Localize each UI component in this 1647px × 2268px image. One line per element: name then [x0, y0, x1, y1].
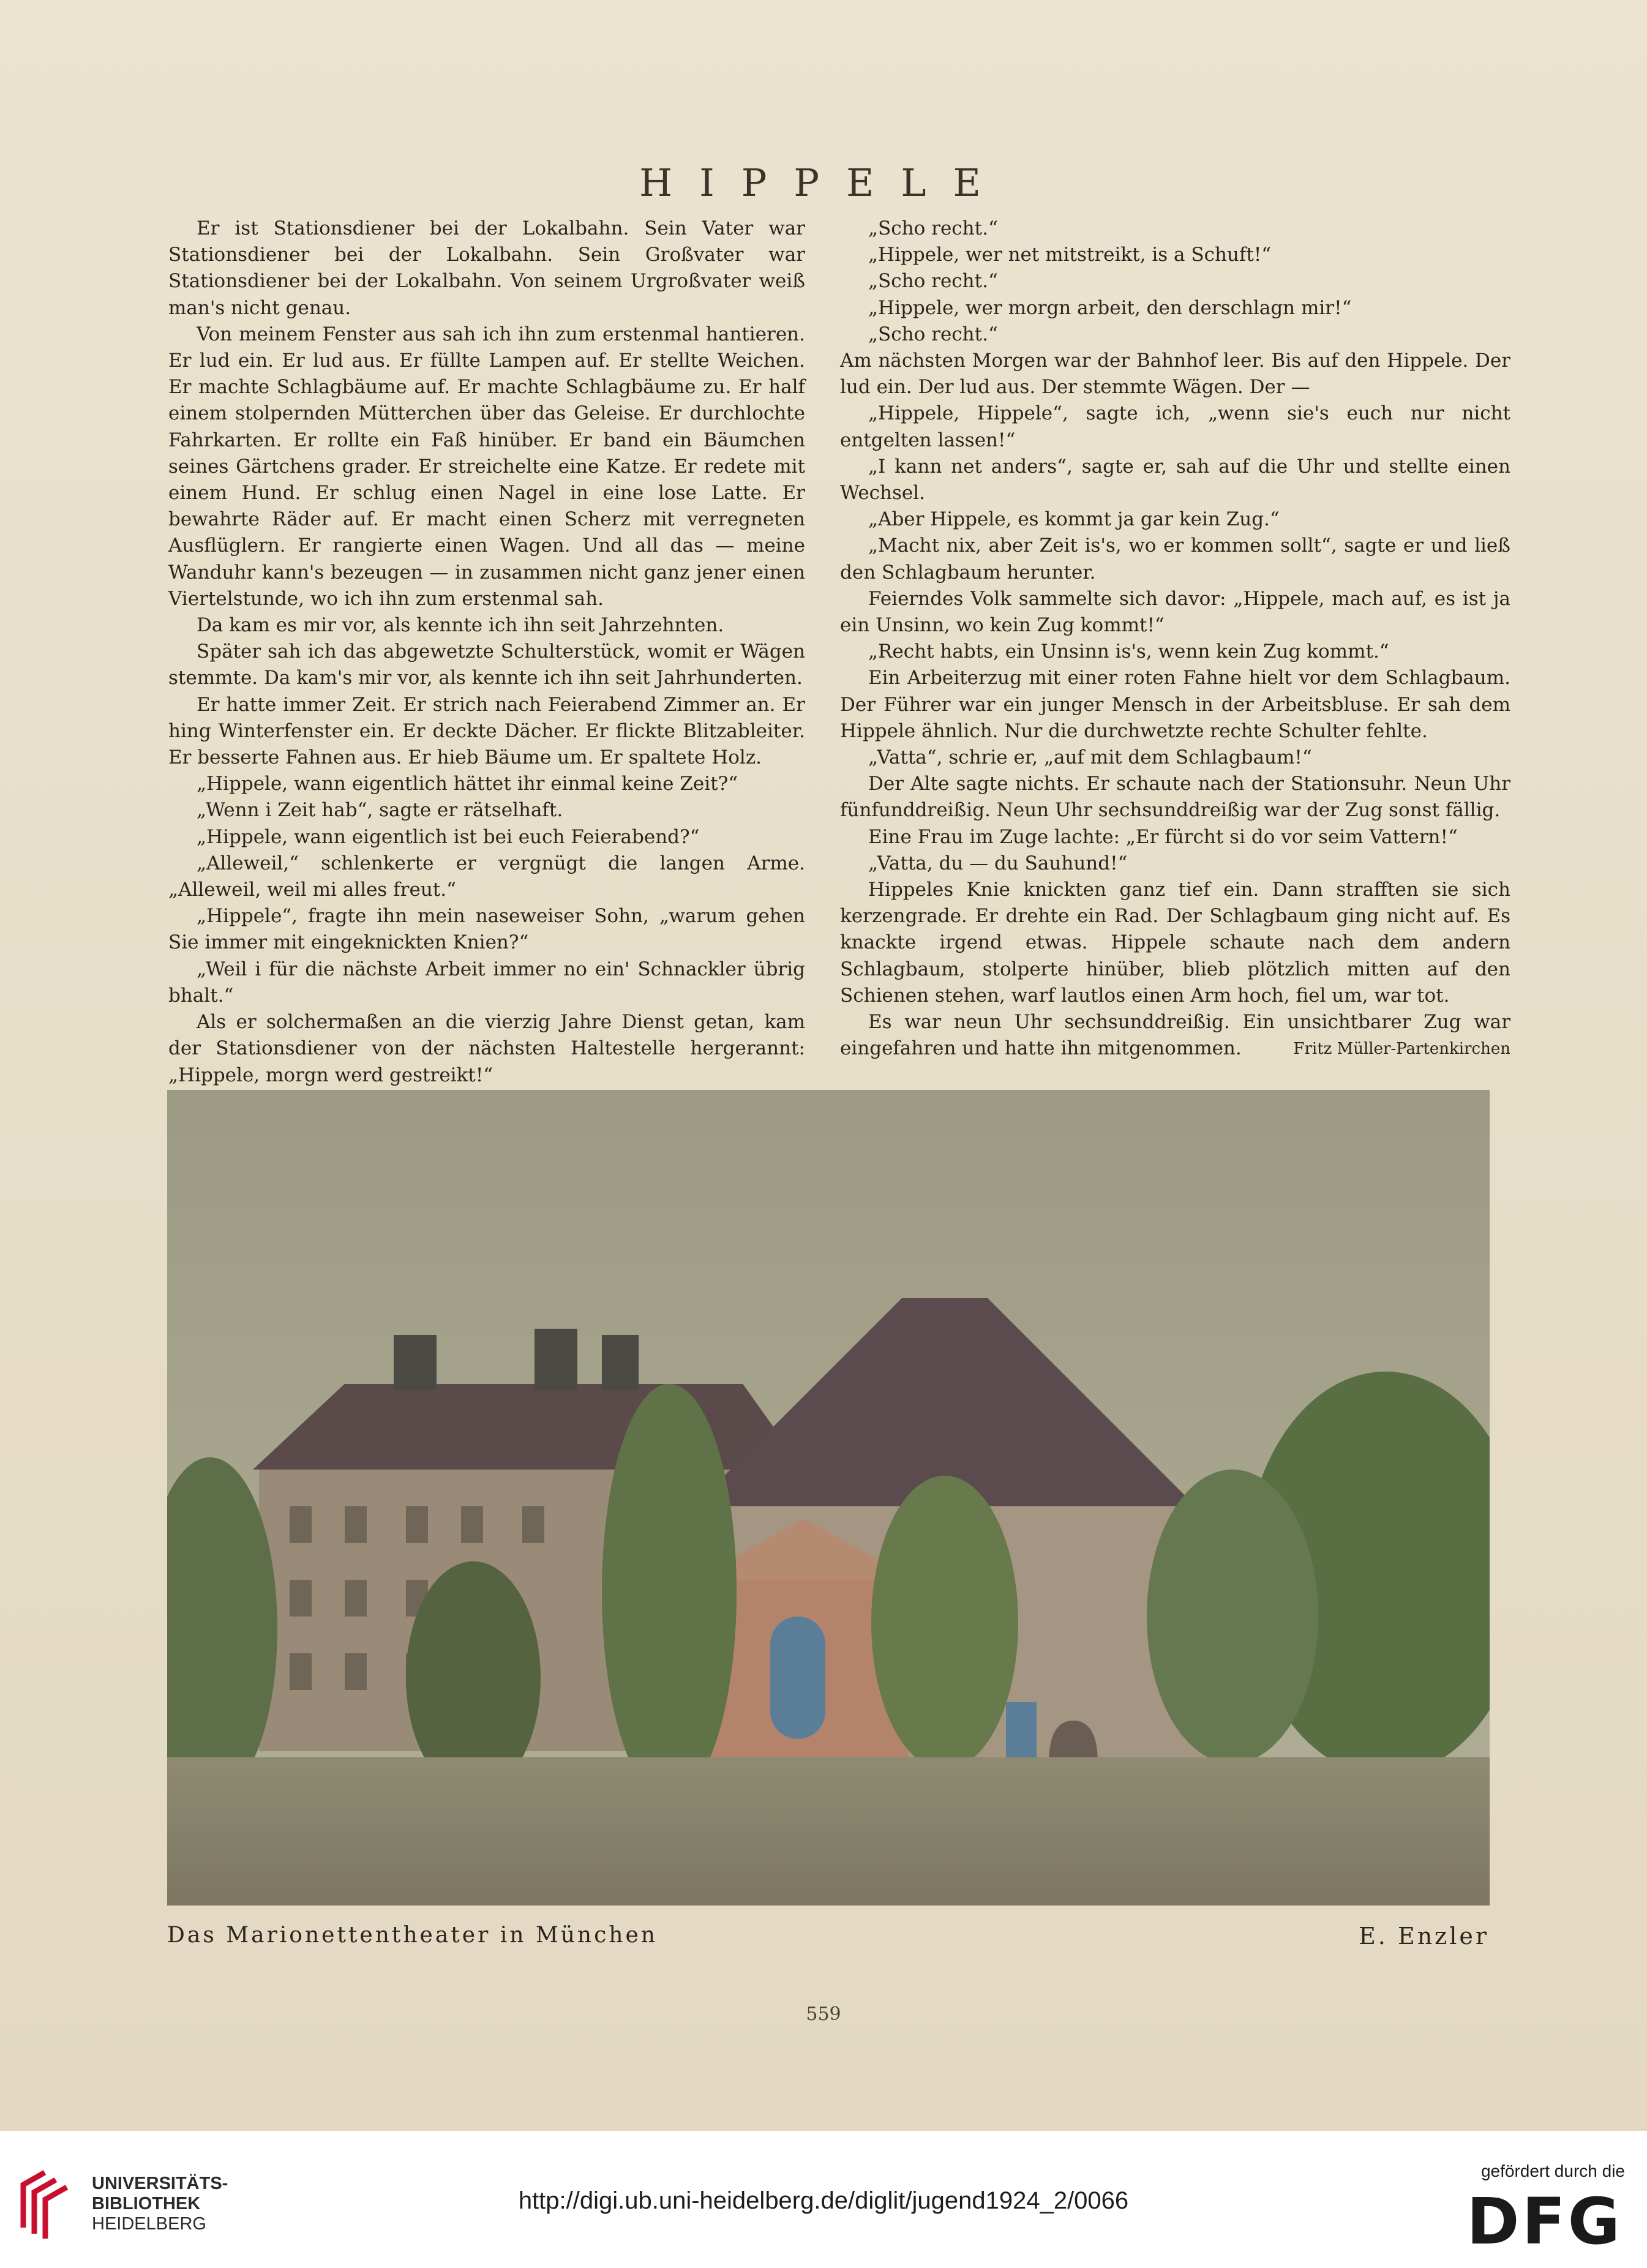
paragraph: Feierndes Volk sammelte sich davor: „Hippele, mach auf, es ist ja ein Unsinn, wo kein Zug kommt!“ — [840, 587, 1510, 637]
paragraph: „Macht nix, aber Zeit is's, wo er kommen sollt“, sagte er und ließ den Schlagbaum herunter. — [840, 535, 1510, 584]
paragraph: Hippeles Knie knickten ganz tief ein. Dann strafften sie sich kerzengrade. Er drehte ein Rad. Der Schlagbaum ging nicht auf. Es knackte irgend etwas. Hippele schaute nach dem andern Schlagbaum, stolperte hinüber, blieb plötzlich mitten auf den Schienen stehen, warf lautlos einen Arm hoch, fiel um, war tot. — [840, 879, 1510, 1007]
library-name-line: BIBLIOTHEK — [92, 2194, 201, 2214]
right-text-column — [840, 216, 1510, 1062]
permalink-url[interactable]: http://digi.ub.uni-heidelberg.de/diglit/jugend1924_2/0066 — [518, 2187, 1129, 2214]
ground — [167, 1757, 1490, 1906]
paragraph: Da kam es mir vor, als kennte ich ihn seit Jahrzehnten. — [197, 614, 724, 637]
paragraph: „Vatta“, schrie er, „auf mit dem Schlagbaum!“ — [868, 746, 1312, 769]
paragraph: „Hippele, wann eigentlich ist bei euch Feierabend?“ — [197, 825, 700, 848]
paragraph: Von meinem Fenster aus sah ich ihn zum erstenmal hantieren. Er lud ein. Er lud aus. Er füllte Lampen auf. Er stellte Weichen. Er machte Schlagbäume auf. Er machte Schlagbäume zu. Er half einem stolpernden Mütterchen über das Geleise. Er durchlochte Fahrkarten. Er rollte ein Faß hinüber. Er band ein Bäumchen seines Gärtchens grader. Er streichelte eine Katze. Er redete mit einem Hund. Er schlug einen Nagel in eine lose Latte. Er bewahrte Räder auf. Er macht einen Scherz mit verregneten Ausflüglern. Er rangierte einen Wagen. Und all das — meine Wanduhr kann's bezeugen — in zusammen nicht ganz jener einen Viertelstunde, wo ich ihn zum erstenmal sah. — [168, 323, 805, 610]
blue-door — [770, 1617, 825, 1739]
paragraph: „Hippele, Hippele“, sagte ich, „wenn sie's euch nur nicht entgelten lassen!“ — [840, 402, 1510, 451]
paragraph: „Hippele, wer morgn arbeit, den derschlagn mir!“ — [868, 296, 1352, 319]
paragraph: „Weil i für die nächste Arbeit immer no ein' Schnackler übrig bhalt.“ — [168, 958, 805, 1007]
image-artist: E. Enzler — [1359, 1923, 1489, 1950]
paragraph: „Alleweil,“ schlenkerte er vergnügt die langen Arme. „Alleweil, weil mi alles freut.“ — [168, 852, 805, 901]
paragraph: „Recht habts, ein Unsinn is's, wenn kein Zug kommt.“ — [868, 640, 1389, 663]
paragraph: Später sah ich das abgewetzte Schulterstück, womit er Wägen stemmte. Da kam's mir vor, als kennte ich ihn seit Jahrhunderten. — [168, 640, 805, 689]
paragraph: Er hatte immer Zeit. Er strich nach Feierabend Zimmer an. Er hing Winterfenster ein. Er deckte Dächer. Er flickte Blitzableiter. Er besserte Fahnen aus. Er hieb Bäume um. Er spaltete Holz. — [168, 693, 805, 769]
paragraph: Eine Frau im Zuge lachte: „Er fürcht si do vor seim Vattern!“ — [868, 825, 1458, 848]
library-name-line: UNIVERSITÄTS- — [92, 2174, 228, 2193]
paragraph: „Scho recht.“ — [868, 323, 998, 345]
tree-tall — [602, 1384, 737, 1800]
paragraph: „Wenn i Zeit hab“, sagte er rätselhaft. — [197, 799, 563, 822]
paragraph: Ein Arbeiterzug mit einer roten Fahne hielt vor dem Schlagbaum. Der Führer war ein junger Mensch in der Arbeitsbluse. Er sah dem Hippele ähnlich. Nur die durchwetzte rechte Schulter fehlte. — [840, 667, 1510, 742]
author-signature: Fritz Müller-Partenkirchen — [1293, 1039, 1510, 1058]
digitization-footer — [0, 2131, 1647, 2268]
painting-svg — [167, 1090, 1490, 1906]
paragraph: Der Alte sagte nichts. Er schaute nach der Stationsuhr. Neun Uhr fünfunddreißig. Neun Uhr sechsunddreißig war der Zug sonst fällig. — [840, 773, 1510, 822]
dfg-logo: DFG — [1466, 2184, 1623, 2259]
paragraph: „Aber Hippele, es kommt ja gar kein Zug.“ — [868, 508, 1280, 531]
paragraph: „Scho recht.“ — [868, 217, 998, 239]
funded-by-label: gefördert durch die — [1480, 2161, 1625, 2180]
paragraph: „Hippele“, fragte ihn mein naseweiser Sohn, „warum gehen Sie immer mit eingeknickten Knien?“ — [168, 905, 805, 954]
paragraph: „Hippele, wann eigentlich hättet ihr einmal keine Zeit?“ — [197, 773, 738, 795]
chimney — [394, 1335, 437, 1390]
chimney — [602, 1335, 639, 1390]
paragraph: „Scho recht.“ — [868, 270, 998, 293]
paragraph: „I kann net anders“, sagte er, sah auf die Uhr und stellte einen Wechsel. — [840, 455, 1510, 505]
left-roof — [253, 1384, 804, 1470]
left-text-column — [168, 216, 805, 1089]
paragraph: „Hippele, wer net mitstreikt, is a Schuft!“ — [868, 244, 1272, 266]
tree — [1147, 1470, 1318, 1763]
painting-illustration — [167, 1090, 1490, 1906]
article-title: HIPPELE — [639, 160, 1008, 205]
paragraph: Als er solchermaßen an die vierzig Jahre Dienst getan, kam der Stationsdiener von der nächsten Haltestelle hergerannt: „Hippele, morgn werd gestreikt!“ — [168, 1011, 805, 1086]
image-caption: Das Marionettentheater in München — [167, 1923, 658, 1948]
small-door — [1006, 1702, 1037, 1763]
paragraph: Er ist Stationsdiener bei der Lokalbahn. Sein Vater war Stationsdiener bei der Lokalbahn. Sein Großvater war Stationsdiener bei der Lokalbahn. Von seinem Urgroßvater weiß man's nicht genau. — [168, 217, 805, 319]
chimney — [535, 1329, 577, 1390]
tree-middle — [871, 1476, 1018, 1770]
page-number: 559 — [806, 2003, 841, 2025]
paragraph: Am nächsten Morgen war der Bahnhof leer. Bis auf den Hippele. Der lud ein. Der lud aus. Der stemmte Wägen. Der — — [840, 350, 1510, 399]
library-name-line: HEIDELBERG — [92, 2214, 206, 2234]
paragraph: Es war neun Uhr sechsunddreißig. Ein unsichtbarer Zug war eingefahren und hatte ihn mitgenommen. — [840, 1011, 1510, 1060]
paragraph: „Vatta, du — du Sauhund!“ — [868, 852, 1128, 874]
